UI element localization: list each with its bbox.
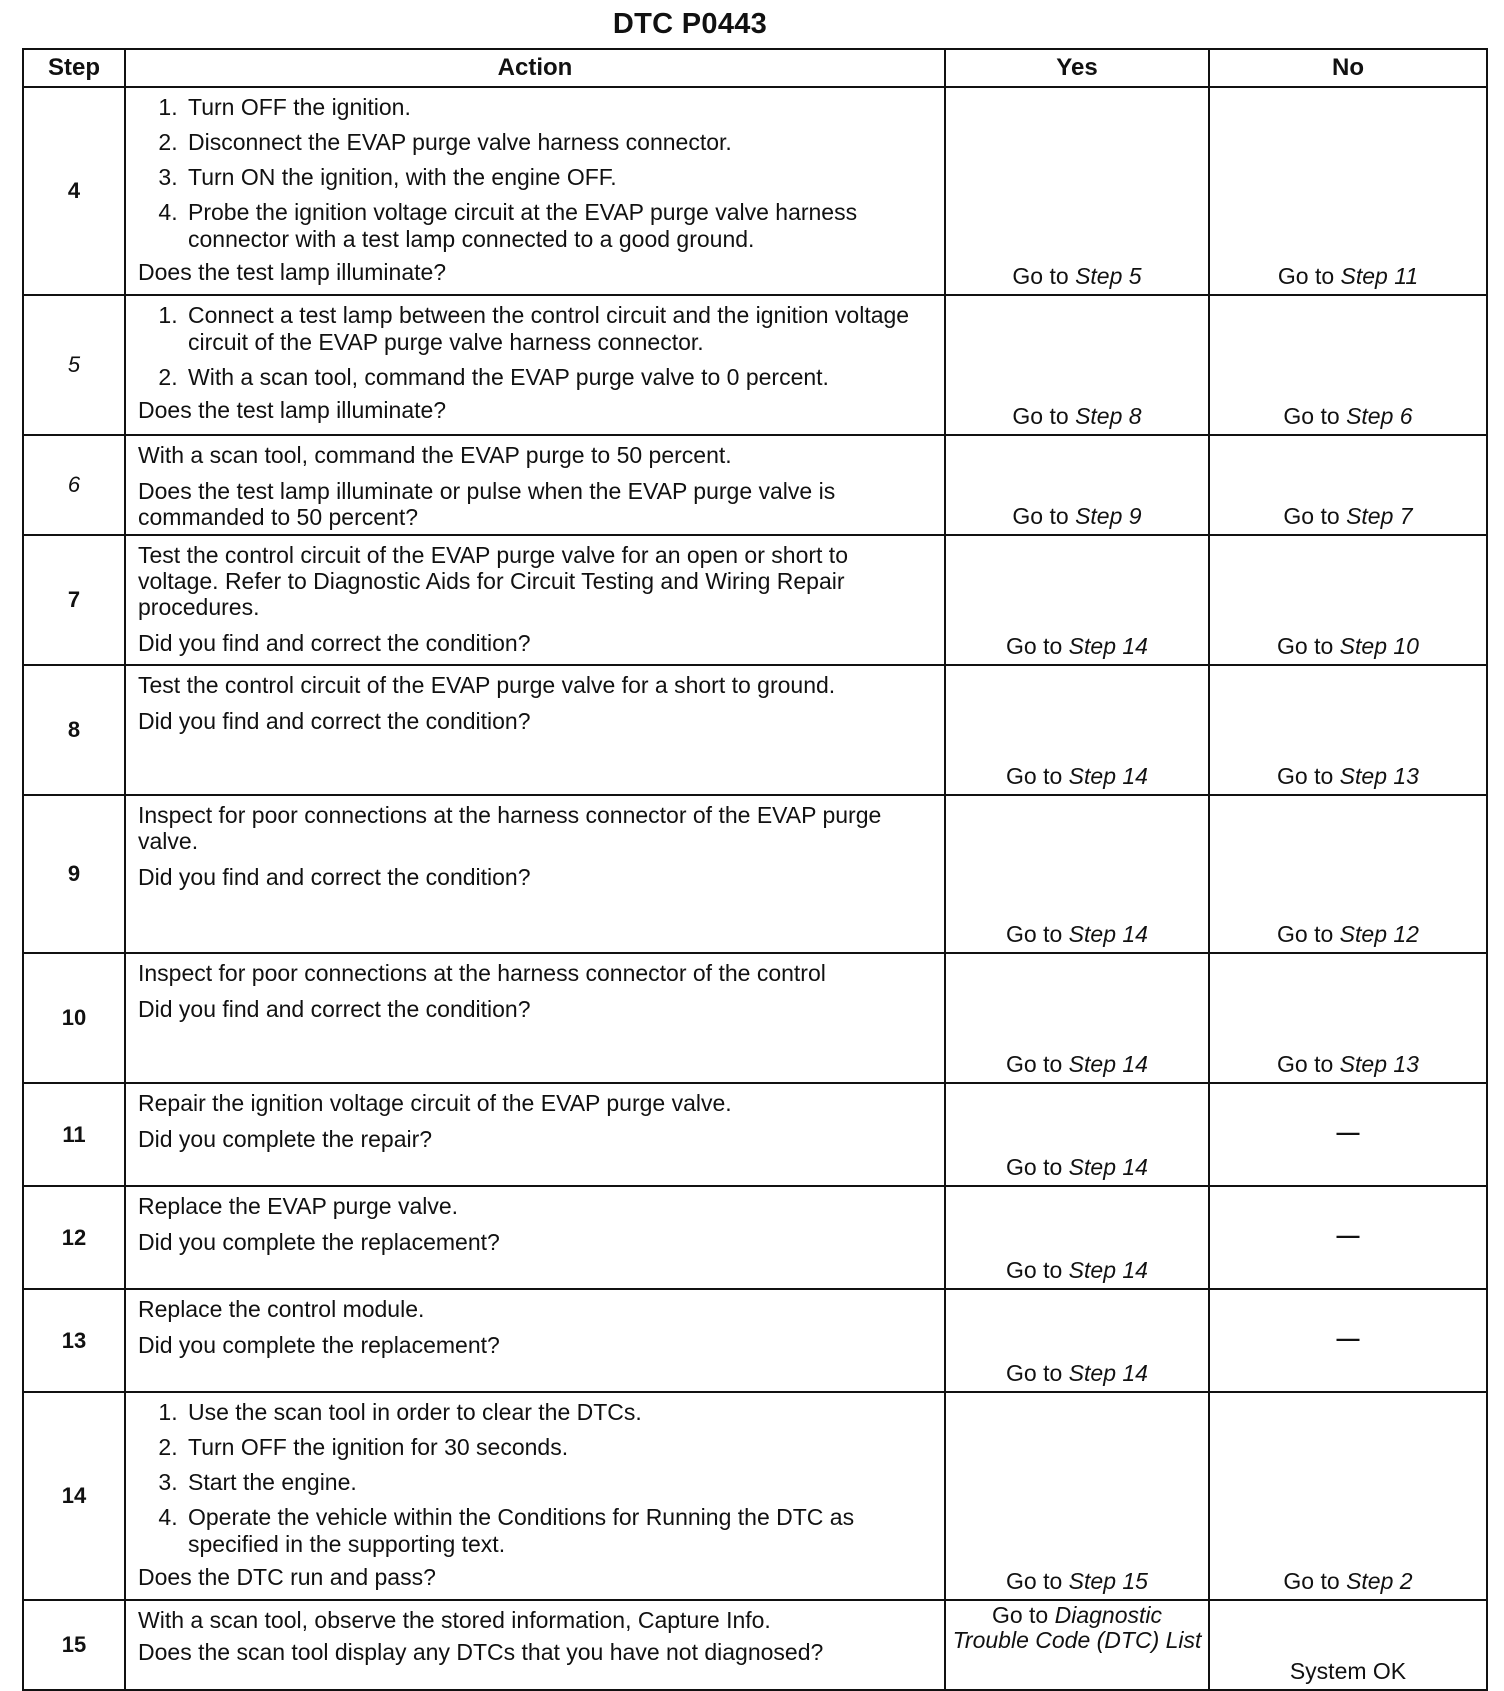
- table-row: [23, 295, 1487, 435]
- step-number: 11: [23, 1083, 125, 1186]
- yes-result: [945, 953, 1209, 1083]
- page-title: DTC P0443: [612, 8, 768, 40]
- action-question: Did you complete the repair?: [138, 1126, 433, 1152]
- yes-result: [945, 1392, 1209, 1600]
- action-text: With a scan tool, command the EVAP purge to 50 percent.: [138, 442, 732, 468]
- yes-result: [945, 1083, 1209, 1186]
- goto-prefix: Go to: [1012, 403, 1076, 429]
- table-row: [23, 1083, 1487, 1186]
- step-link: Step 14: [1068, 921, 1148, 947]
- header-step: Step: [23, 49, 125, 87]
- step-number: 12: [23, 1186, 125, 1289]
- no-result: [1209, 953, 1487, 1083]
- step-number: 8: [23, 665, 125, 795]
- instruction-list: [138, 1399, 934, 1558]
- table-row: [23, 435, 1487, 535]
- action-cell: [125, 795, 945, 953]
- action-cell: [125, 1600, 945, 1690]
- no-result: [1209, 1083, 1487, 1186]
- list-item: 2. Disconnect the EVAP purge valve harness connector.: [184, 129, 934, 156]
- action-text: Inspect for poor connections at the harness connector of the EVAP purge valve.: [138, 802, 882, 854]
- step-number: 6: [23, 435, 125, 535]
- no-result: [1209, 795, 1487, 953]
- no-result: [1209, 665, 1487, 795]
- action-cell: [125, 1083, 945, 1186]
- table-row: [23, 1392, 1487, 1600]
- action-question: Does the test lamp illuminate?: [138, 397, 447, 423]
- step-link: Step 5: [1075, 263, 1142, 289]
- action-text: Test the control circuit of the EVAP purge valve for a short to ground.: [138, 672, 836, 698]
- diagnostic-table: [22, 48, 1488, 1691]
- yes-result: [945, 435, 1209, 535]
- header-action: Action: [125, 49, 945, 87]
- step-link: Step 9: [1075, 503, 1142, 529]
- goto-prefix: Go to: [1006, 1257, 1069, 1283]
- goto-prefix: Go to: [1012, 503, 1076, 529]
- action-text: Test the control circuit of the EVAP purge valve for an open or short to voltage. Refer to Diagnostic Aids for Circuit Testing and Wiring Repair procedures.: [138, 542, 848, 620]
- action-text: Replace the EVAP purge valve.: [138, 1193, 459, 1219]
- no-result: [1209, 1289, 1487, 1392]
- yes-result: [945, 1186, 1209, 1289]
- step-link: Step 13: [1339, 763, 1419, 789]
- no-result: [1209, 1600, 1487, 1690]
- step-link: Step 7: [1346, 503, 1413, 529]
- step-link: Step 12: [1339, 921, 1419, 947]
- step-link: Step 14: [1068, 1154, 1148, 1180]
- step-link: Step 14: [1068, 633, 1148, 659]
- action-question: Did you find and correct the condition?: [138, 708, 531, 734]
- action-cell: [125, 295, 945, 435]
- yes-result: [945, 1289, 1209, 1392]
- goto-prefix: Go to: [1006, 763, 1069, 789]
- yes-result: [945, 535, 1209, 665]
- no-result: [1209, 1392, 1487, 1600]
- header-yes: Yes: [945, 49, 1209, 87]
- step-link: Step 14: [1068, 1051, 1148, 1077]
- step-link: Step 6: [1346, 403, 1413, 429]
- no-result: [1209, 295, 1487, 435]
- dash-symbol: —: [1336, 1222, 1360, 1248]
- table-header-row: [23, 49, 1487, 87]
- goto-prefix: Go to: [1283, 503, 1347, 529]
- no-result: [1209, 1186, 1487, 1289]
- step-number: 15: [23, 1600, 125, 1690]
- action-question: Does the DTC run and pass?: [138, 1564, 436, 1590]
- yes-result: [945, 665, 1209, 795]
- step-link: Step 11: [1340, 263, 1419, 289]
- list-item: 1. Turn OFF the ignition.: [184, 94, 934, 121]
- no-result: [1209, 535, 1487, 665]
- step-number: 7: [23, 535, 125, 665]
- dtc-list-link: Diagnostic Trouble Code (DTC) List: [952, 1602, 1202, 1653]
- list-item: 3. Turn ON the ignition, with the engine OFF.: [184, 164, 934, 191]
- goto-prefix: Go to: [1012, 263, 1076, 289]
- instruction-list: [138, 302, 934, 391]
- goto-prefix: Go to: [1277, 763, 1340, 789]
- system-ok-text: System OK: [1289, 1658, 1407, 1684]
- goto-prefix: Go to: [1006, 1154, 1069, 1180]
- goto-prefix: Go to: [1006, 1051, 1069, 1077]
- no-result: [1209, 435, 1487, 535]
- header-no: No: [1209, 49, 1487, 87]
- list-item: 4. Operate the vehicle within the Conditions for Running the DTC as specified in the supporting text.: [184, 1504, 934, 1558]
- step-number: 13: [23, 1289, 125, 1392]
- table-row: [23, 953, 1487, 1083]
- action-question: Did you find and correct the condition?: [138, 630, 531, 656]
- table-row: [23, 795, 1487, 953]
- dash-symbol: —: [1336, 1325, 1360, 1351]
- step-link: Step 15: [1068, 1568, 1148, 1594]
- list-item: 2. With a scan tool, command the EVAP purge valve to 0 percent.: [184, 364, 934, 391]
- table-row: [23, 1186, 1487, 1289]
- action-question: Did you complete the replacement?: [138, 1332, 500, 1358]
- step-number: 10: [23, 953, 125, 1083]
- step-number: 5: [23, 295, 125, 435]
- step-link: Step 13: [1339, 1051, 1419, 1077]
- step-link: Step 14: [1068, 1360, 1148, 1386]
- action-cell: [125, 1289, 945, 1392]
- action-question: Does the test lamp illuminate or pulse when the EVAP purge valve is commanded to 50 percent?: [138, 478, 836, 530]
- table-row: [23, 665, 1487, 795]
- goto-prefix: Go to: [1277, 263, 1341, 289]
- step-number: 4: [23, 87, 125, 295]
- goto-prefix: Go to: [1283, 1568, 1347, 1594]
- action-question: Did you complete the replacement?: [138, 1229, 500, 1255]
- action-cell: [125, 535, 945, 665]
- action-text: With a scan tool, observe the stored information, Capture Info.: [138, 1607, 771, 1633]
- action-text: Inspect for poor connections at the harness connector of the control: [138, 960, 826, 986]
- action-cell: [125, 435, 945, 535]
- step-link: Step 2: [1346, 1568, 1413, 1594]
- list-item: 4. Probe the ignition voltage circuit at the EVAP purge valve harness connector with a test lamp connected to a good ground.: [184, 199, 934, 253]
- action-text: Replace the control module.: [138, 1296, 425, 1322]
- step-link: Step 10: [1339, 633, 1419, 659]
- goto-prefix: Go to: [1277, 633, 1340, 659]
- table-row: [23, 1289, 1487, 1392]
- step-link: Step 14: [1068, 763, 1148, 789]
- goto-prefix: Go to: [991, 1602, 1055, 1628]
- no-result: [1209, 87, 1487, 295]
- step-number: 9: [23, 795, 125, 953]
- yes-result: [945, 1600, 1209, 1690]
- step-link: Step 14: [1068, 1257, 1148, 1283]
- goto-prefix: Go to: [1277, 921, 1340, 947]
- table-row: [23, 535, 1487, 665]
- instruction-list: [138, 94, 934, 253]
- goto-prefix: Go to: [1277, 1051, 1340, 1077]
- action-question: Does the test lamp illuminate?: [138, 259, 447, 285]
- action-text: Repair the ignition voltage circuit of the EVAP purge valve.: [138, 1090, 732, 1116]
- list-item: 1. Use the scan tool in order to clear the DTCs.: [184, 1399, 934, 1426]
- action-cell: [125, 1392, 945, 1600]
- table-row: [23, 1600, 1487, 1690]
- list-item: 2. Turn OFF the ignition for 30 seconds.: [184, 1434, 934, 1461]
- goto-prefix: Go to: [1006, 1568, 1069, 1594]
- goto-prefix: Go to: [1283, 403, 1347, 429]
- goto-prefix: Go to: [1006, 1360, 1069, 1386]
- action-question: Did you find and correct the condition?: [138, 996, 531, 1022]
- step-number: 14: [23, 1392, 125, 1600]
- goto-prefix: Go to: [1006, 633, 1069, 659]
- action-cell: [125, 87, 945, 295]
- table-row: [23, 87, 1487, 295]
- yes-result: [945, 295, 1209, 435]
- dash-symbol: —: [1336, 1119, 1360, 1145]
- yes-result: [945, 87, 1209, 295]
- action-cell: [125, 1186, 945, 1289]
- list-item: 1. Connect a test lamp between the control circuit and the ignition voltage circuit of the EVAP purge valve harness connector.: [184, 302, 934, 356]
- list-item: 3. Start the engine.: [184, 1469, 934, 1496]
- action-cell: [125, 665, 945, 795]
- goto-prefix: Go to: [1006, 921, 1069, 947]
- action-cell: [125, 953, 945, 1083]
- action-question: Does the scan tool display any DTCs that you have not diagnosed?: [138, 1639, 824, 1665]
- yes-result: [945, 795, 1209, 953]
- step-link: Step 8: [1075, 403, 1142, 429]
- action-question: Did you find and correct the condition?: [138, 864, 531, 890]
